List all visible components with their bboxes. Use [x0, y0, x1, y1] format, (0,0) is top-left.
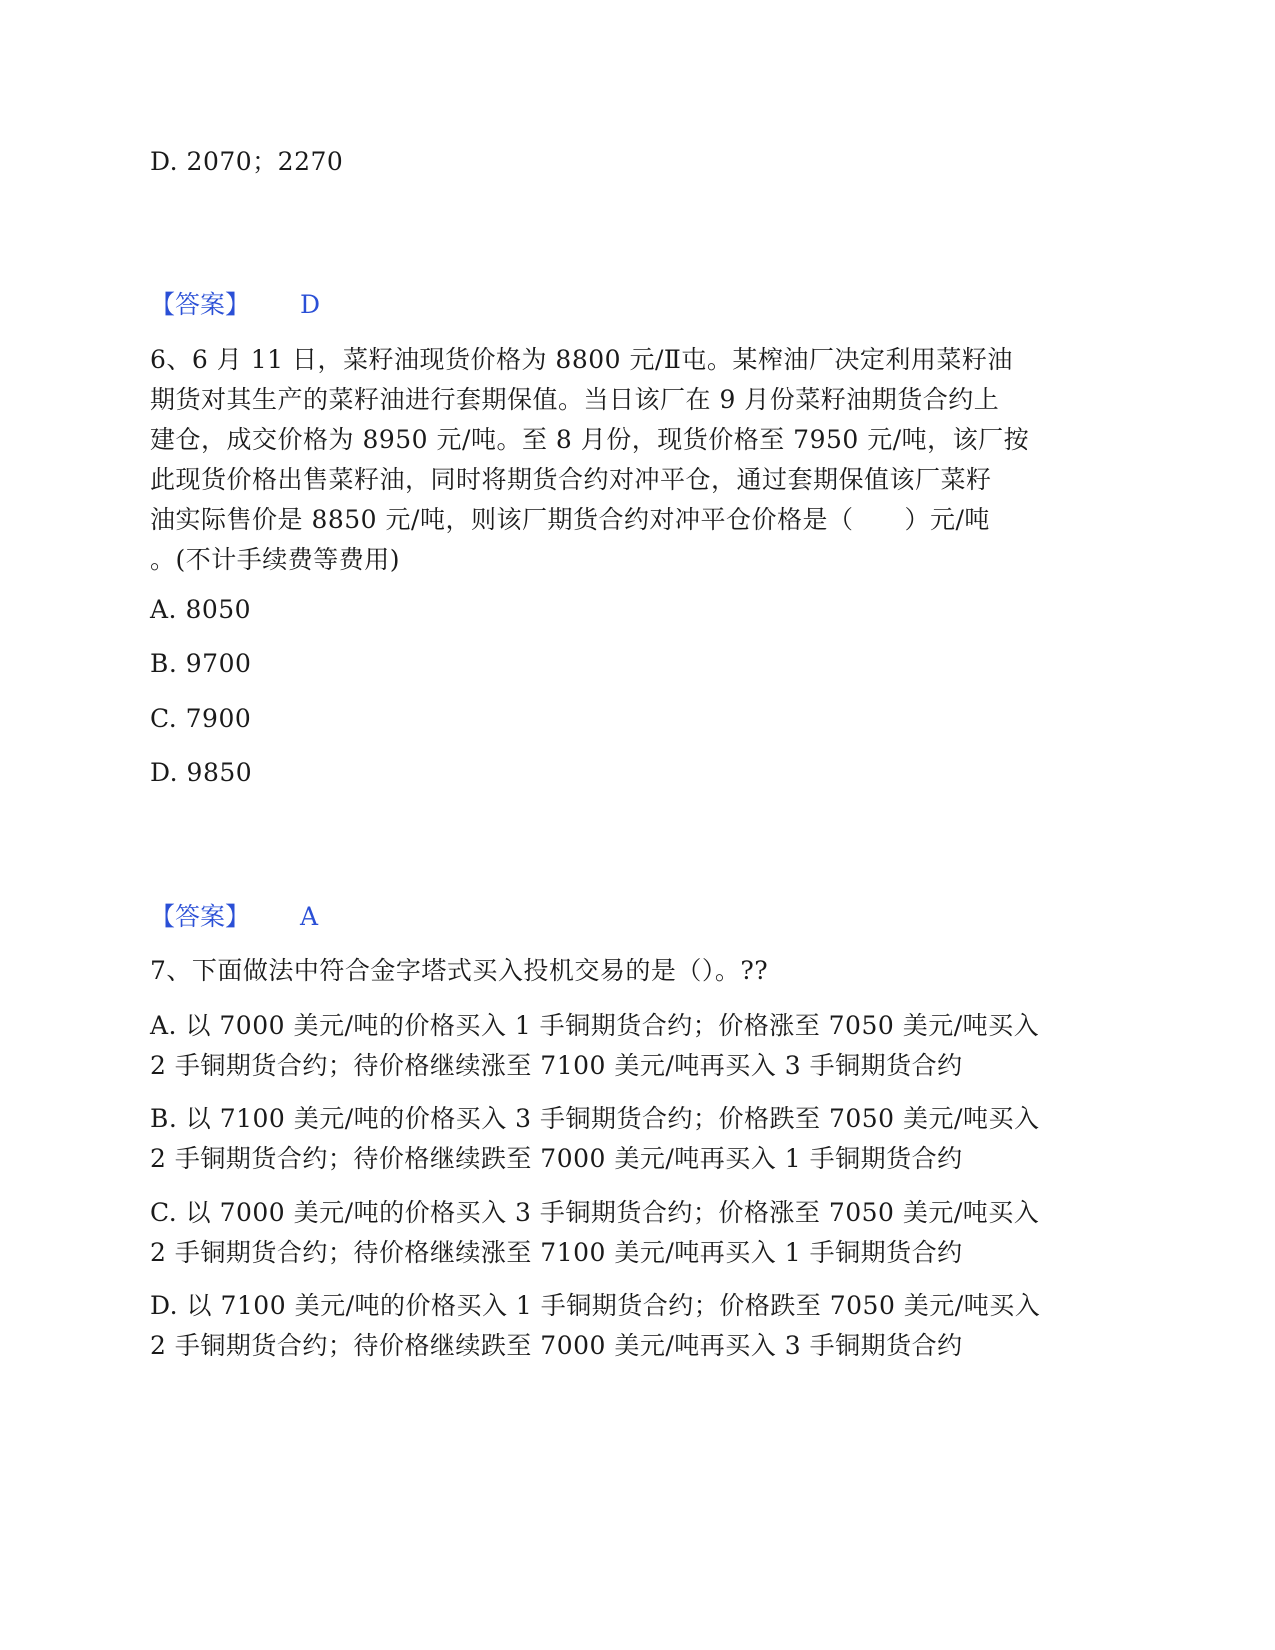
q7-option-c-line2: 2 手铜期货合约；待价格继续涨至 7100 美元/吨再买入 1 手铜期货合约 — [150, 1238, 963, 1267]
q5-answer-value: D — [300, 290, 321, 319]
q6-stem-line: 此现货价格出售菜籽油，同时将期货合约对冲平仓，通过套期保值该厂菜籽 — [150, 465, 992, 494]
q5-answer-label: 【答案】 — [150, 290, 251, 319]
q7-option-d — [150, 1286, 1110, 1366]
q7-option-a — [150, 1006, 1110, 1086]
q7-option-a-line1: A. 以 7000 美元/吨的价格买入 1 手铜期货合约；价格涨至 7050 美元/吨买入 — [150, 1011, 1040, 1040]
q6-stem-line: 6、6 月 11 日，菜籽油现货价格为 8800 元/Ⅱ屯。某榨油厂决定利用菜籽油 — [150, 345, 1013, 374]
q7-option-c-line1: C. 以 7000 美元/吨的价格买入 3 手铜期货合约；价格涨至 7050 美元/吨买入 — [150, 1198, 1040, 1227]
q6-stem-line: 建仓，成交价格为 8950 元/吨。至 8 月份，现货价格至 7950 元/吨，该厂按 — [150, 425, 1030, 454]
q7-stem: 7、下面做法中符合金字塔式买入投机交易的是（）。?? — [150, 956, 769, 985]
q6-stem-line: 。(不计手续费等费用) — [150, 545, 401, 574]
q7-option-d-line2: 2 手铜期货合约；待价格继续跌至 7000 美元/吨再买入 3 手铜期货合约 — [150, 1331, 963, 1360]
q6-answer-label: 【答案】 — [150, 902, 251, 931]
q6-answer-value: A — [300, 902, 319, 931]
q6-option-a: A. 8050 — [150, 595, 252, 624]
q7-option-a-line2: 2 手铜期货合约；待价格继续涨至 7100 美元/吨再买入 3 手铜期货合约 — [150, 1051, 963, 1080]
q5-answer — [150, 285, 320, 325]
q6-stem — [150, 340, 1110, 580]
q5-option-d: D. 2070；2270 — [150, 147, 344, 176]
q6-option-c: C. 7900 — [150, 704, 252, 733]
q6-answer — [150, 897, 318, 937]
q6-option-d: D. 9850 — [150, 758, 253, 787]
q7-option-b-line2: 2 手铜期货合约；待价格继续跌至 7000 美元/吨再买入 1 手铜期货合约 — [150, 1144, 963, 1173]
q7-option-b — [150, 1099, 1110, 1179]
q7-option-d-line1: D. 以 7100 美元/吨的价格买入 1 手铜期货合约；价格跌至 7050 美元/吨买入 — [150, 1291, 1041, 1320]
q6-option-b: B. 9700 — [150, 649, 252, 678]
q7-option-b-line1: B. 以 7100 美元/吨的价格买入 3 手铜期货合约；价格跌至 7050 美元/吨买入 — [150, 1104, 1040, 1133]
q7-option-c — [150, 1193, 1110, 1273]
q6-stem-line: 油实际售价是 8850 元/吨，则该厂期货合约对冲平仓价格是（ ）元/吨 — [150, 505, 990, 534]
q6-stem-line: 期货对其生产的菜籽油进行套期保值。当日该厂在 9 月份菜籽油期货合约上 — [150, 385, 1000, 414]
